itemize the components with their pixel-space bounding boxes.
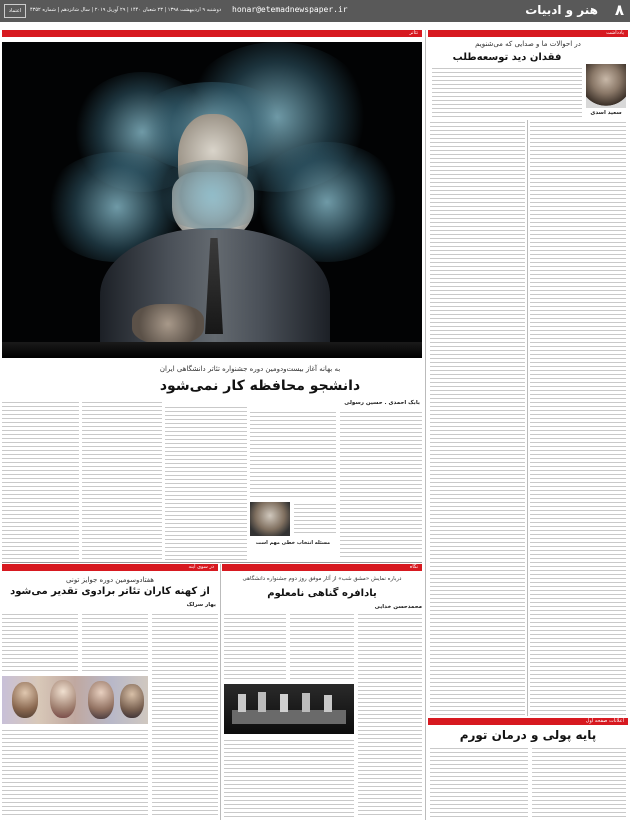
quote-thumbnail: [250, 502, 290, 536]
play-author: محمدحسن خدایی: [374, 604, 422, 610]
newspaper-logo: اعتماد: [4, 4, 26, 18]
main-byline: بابک احمدی . حسین رسولی: [344, 400, 420, 406]
main-bottom-rule: [2, 562, 422, 563]
market-tag: در سوی آینه: [188, 564, 214, 570]
main-article-col-4: [82, 400, 162, 560]
play-text-bottom: [224, 738, 354, 818]
play-text-left: [224, 612, 286, 682]
date-line: دوشنبه ۹ اردیبهشت ۱۳۹۸ | ۲۳ شعبان ۱۴۴۰ | ۲۹ آوریل ۲۰۱۹ | سال شانزدهم | شماره ۴۳۵۲: [30, 7, 222, 13]
tony-text-right: [152, 612, 218, 818]
economy-text-left: [430, 746, 528, 818]
column-body-text-left: [430, 120, 525, 716]
tony-kicker: هفتادوسومین دوره جوایز تونی: [66, 576, 154, 584]
quote-text: [294, 502, 336, 536]
tony-photo: [2, 676, 148, 724]
theatre-tag-bar: [2, 30, 422, 37]
quote-caption: مسئله انتخاب خطی مهم است: [255, 540, 331, 546]
bottom-divider: [220, 564, 221, 820]
tony-text-bottom: [2, 728, 148, 818]
main-kicker: به بهانه آغاز بیست‌ودومین دوره جشنواره تئاتر دانشگاهی ایران: [159, 365, 341, 373]
author-photo: [586, 64, 626, 108]
poster-tag: اعلانات صفحه اول: [585, 718, 624, 724]
market-tag-bar: [2, 564, 218, 571]
tony-text-left: [2, 612, 78, 672]
play-stage-photo: [224, 684, 354, 734]
page-header: [0, 0, 630, 22]
column-body-text-top: [432, 66, 582, 118]
tony-author: بهار سرلک: [186, 602, 216, 608]
glance-tag-bar: [222, 564, 422, 571]
section-title: هنر و ادبیات: [525, 3, 598, 17]
economy-text-right: [532, 746, 626, 818]
column-divider: [527, 120, 528, 716]
column-title: فقدان دید توسعه‌طلب: [452, 52, 562, 63]
tony-title: از کهنه کاران تئاتر برادوی تقدیر می‌شود: [10, 586, 210, 597]
note-tag: یادداشت: [606, 30, 624, 36]
main-photo-actor-smoke: [2, 42, 422, 358]
main-article-col-5: [2, 400, 79, 560]
main-headline: دانشجو محافظه کار نمی‌شود: [159, 378, 361, 394]
play-text-mid: [290, 612, 354, 682]
main-article-col-1: [340, 410, 422, 560]
play-kicker: درباره نمایش «مشق شب» از آثار موفق روز دوم جشنواره دانشگاهی: [242, 576, 402, 582]
email-address[interactable]: honar@etemadnewspaper.ir: [232, 5, 348, 14]
play-text-right: [358, 612, 422, 818]
play-title: یادافره گناهی نامعلوم: [267, 588, 377, 599]
tony-text-mid: [82, 612, 148, 672]
theatre-tag: تئاتر: [409, 30, 418, 36]
economy-title: پایه پولی و درمان تورم: [459, 728, 597, 742]
main-article-col-3: [165, 405, 247, 560]
page-number: ۸: [614, 1, 624, 19]
column-border: [425, 30, 426, 820]
column-kicker: در احوالات ما و صدایی که می‌شنویم: [475, 40, 581, 48]
column-body-text-right: [530, 120, 626, 716]
column-author: سعید اسدی: [590, 110, 622, 116]
glance-tag: نگاه: [409, 564, 418, 570]
note-tag-bar: [428, 30, 628, 37]
quote-box: [250, 500, 336, 558]
poster-tag-bar: [428, 718, 628, 725]
